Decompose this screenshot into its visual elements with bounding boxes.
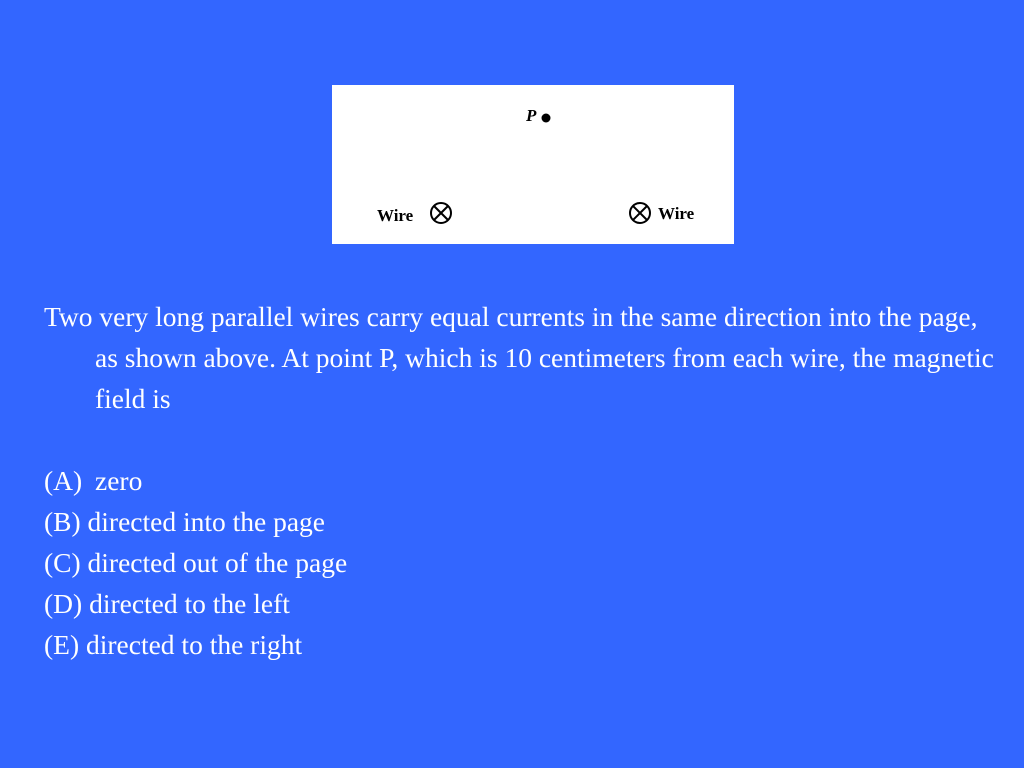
left-wire-label: Wire (377, 206, 414, 225)
question-block (44, 296, 994, 665)
option-e (44, 624, 994, 665)
wire-diagram (332, 85, 734, 244)
option-a-text: zero (95, 465, 143, 496)
option-d-letter: (D) (44, 588, 83, 619)
option-d (44, 583, 994, 624)
option-c (44, 542, 994, 583)
option-a (44, 460, 994, 501)
right-wire-into-page-icon (630, 203, 650, 223)
option-b (44, 501, 994, 542)
option-b-text: directed into the page (87, 506, 326, 537)
option-e-text: directed to the right (86, 629, 303, 660)
wire-diagram-svg (332, 85, 734, 244)
answer-options (44, 460, 994, 665)
left-wire-into-page-icon (431, 203, 451, 223)
point-p-dot (542, 114, 551, 123)
point-p-label: P (526, 106, 537, 125)
right-wire-label: Wire (658, 204, 695, 223)
option-c-text: directed out of the page (87, 547, 348, 578)
option-a-letter: (A) (44, 465, 83, 496)
option-b-letter: (B) (44, 506, 81, 537)
question-stem: Two very long parallel wires carry equal currents in the same direction into the page, as shown above. At point P, which is 10 centimeters from each wire, the magnetic field is (44, 301, 994, 414)
option-e-letter: (E) (44, 629, 80, 660)
option-c-letter: (C) (44, 547, 81, 578)
option-d-text: directed to the left (89, 588, 290, 619)
